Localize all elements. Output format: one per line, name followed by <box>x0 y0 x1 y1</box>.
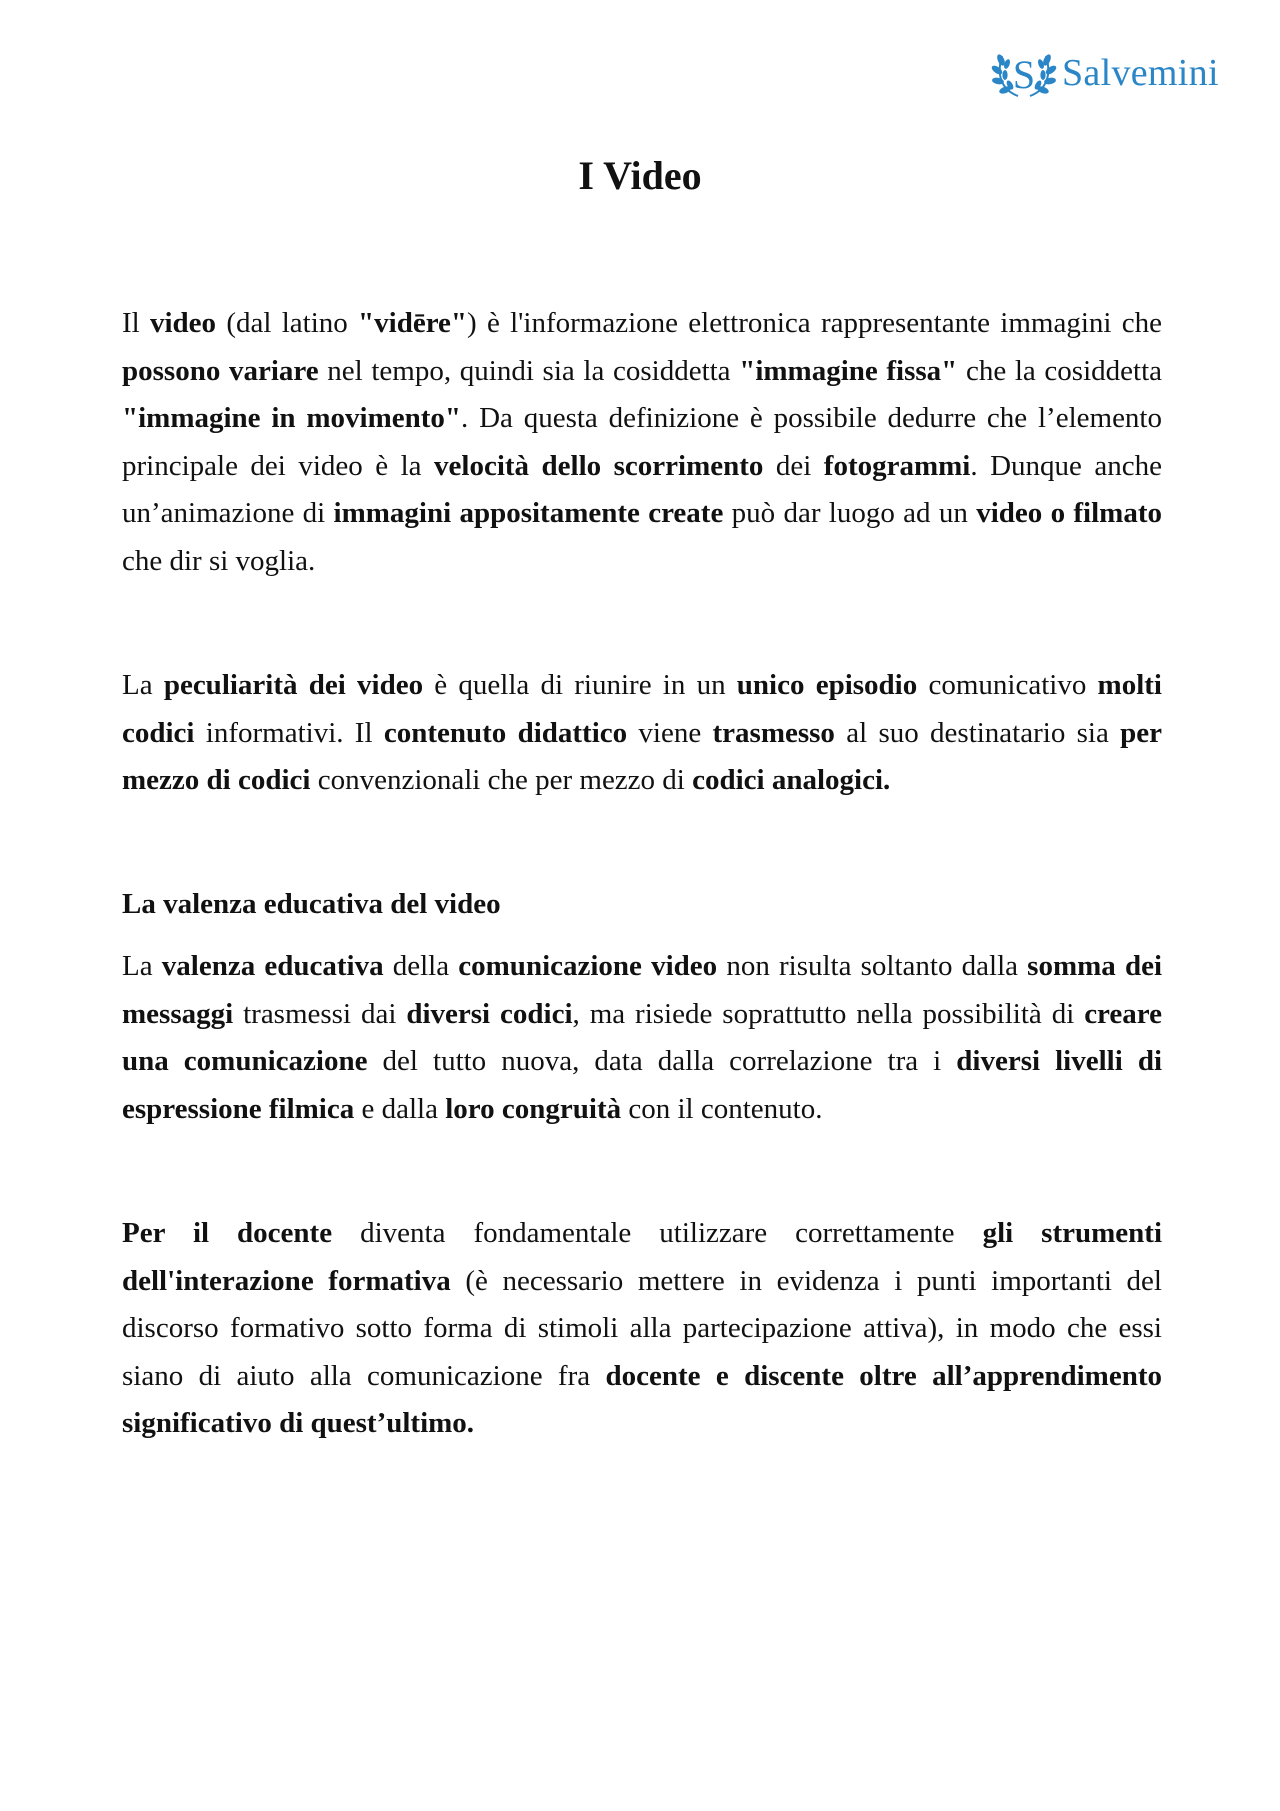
paragraph-educational-value <box>122 943 1162 1133</box>
bold-text-run: comunicazione video <box>458 950 718 982</box>
bold-text-run: fotogrammi <box>823 449 971 482</box>
section-heading: La valenza educativa del video <box>122 887 501 920</box>
paragraph-intro <box>122 300 1162 585</box>
text-run: , ma risiede soprattutto nella possibilità di <box>572 997 1085 1030</box>
text-run: . Da questa definizione è possibile dedurre che l’elemento principale dei video è la <box>122 402 1162 482</box>
bold-text-run: velocità dello scorrimento <box>434 449 764 482</box>
bold-text-run: "vidēre" <box>358 307 468 339</box>
text-run: diventa fondamentale utilizzare correttamente <box>332 1217 983 1249</box>
text-run: è quella di riunire in un <box>423 669 737 701</box>
logo-brand-name: Salvemini <box>1062 52 1219 94</box>
bold-text-run: Per il docente <box>122 1217 333 1249</box>
bold-text-run: video <box>150 307 217 339</box>
bold-text-run: loro congruità <box>445 1092 622 1125</box>
bold-text-run: molti codici <box>122 669 1162 749</box>
text-run: La <box>122 950 162 982</box>
bold-text-run: peculiarità dei video <box>163 669 424 701</box>
text-run: ) è l'informazione elettronica rappresentante immagini che <box>467 307 1162 339</box>
text-run: convenzionali che per mezzo di <box>310 764 693 796</box>
bold-text-run: gli strumenti dell'interazione formativa <box>122 1217 1162 1297</box>
text-run: al suo destinatario sia <box>834 716 1121 749</box>
bold-text-run: creare una comunicazione <box>122 997 1162 1077</box>
bold-text-run: diversi codici <box>406 997 573 1030</box>
text-run: non risulta soltanto dalla <box>717 950 1028 982</box>
bold-text-run: unico episodio <box>736 669 918 701</box>
text-run: (è necessario mettere in evidenza i punti importanti del discorso formativo sotto forma di stimoli alla partecipazione attiva), in modo che essi siano di aiuto alla comunicazione fra <box>122 1264 1162 1392</box>
bold-text-run: codici analogici. <box>692 764 891 796</box>
text-run: nel tempo, quindi sia la cosiddetta <box>318 354 740 387</box>
text-run: . Dunque anche un’animazione di <box>122 449 1163 529</box>
text-run: informativi. Il <box>194 716 384 749</box>
bold-text-run: valenza educativa <box>161 950 384 982</box>
text-run: del tutto nuova, data dalla correlazione tra i <box>367 1045 957 1077</box>
salvemini-logo <box>988 44 1238 102</box>
text-run: Il <box>122 307 150 339</box>
text-run: e dalla <box>354 1092 446 1125</box>
bold-text-run: per mezzo di codici <box>122 716 1162 796</box>
paragraph-teacher <box>122 1210 1162 1448</box>
text-run: trasmessi dai <box>233 997 407 1030</box>
paragraph-peculiarity <box>122 662 1162 805</box>
bold-text-run: contenuto didattico <box>383 716 628 749</box>
text-run: (dal latino <box>216 307 359 339</box>
bold-text-run: immagini appositamente create <box>333 497 724 529</box>
bold-text-run: "immagine in movimento" <box>122 402 461 434</box>
text-run: con il contenuto. <box>621 1092 823 1125</box>
text-run: può dar luogo ad un <box>723 497 977 529</box>
document-body <box>122 300 1162 1448</box>
bold-text-run: video o filmato <box>976 497 1162 529</box>
text-run: La <box>122 669 164 701</box>
text-run: viene <box>627 716 713 749</box>
page-title: I Video <box>578 153 702 198</box>
bold-text-run: somma dei messaggi <box>122 950 1162 1030</box>
bold-text-run: trasmesso <box>712 716 835 749</box>
text-run: dei <box>763 449 824 482</box>
text-run: comunicativo <box>917 669 1098 701</box>
text-run: che dir si voglia. <box>122 544 316 577</box>
bold-text-run: "immagine fissa" <box>739 354 958 387</box>
text-run: della <box>383 950 459 982</box>
laurel-wreath-logo-icon <box>988 44 1060 102</box>
text-run: che la cosiddetta <box>957 354 1163 387</box>
bold-text-run: diversi livelli di espressione filmica <box>122 1045 1163 1125</box>
bold-text-run: docente e discente oltre all’apprendimento significativo di quest’ultimo. <box>122 1359 1162 1439</box>
bold-text-run: possono variare <box>122 354 319 387</box>
logo-letter: S <box>1012 52 1036 97</box>
